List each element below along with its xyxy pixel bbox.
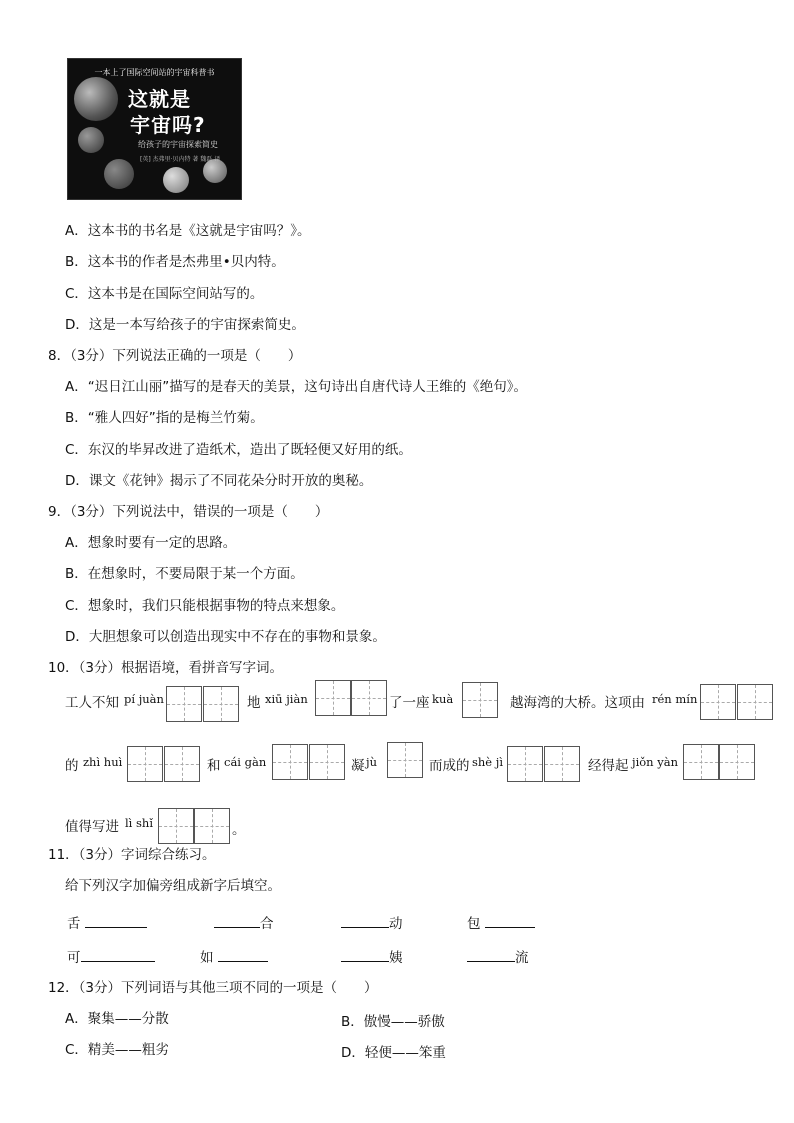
q11-item: 动 [341, 912, 403, 932]
q11-item: 合 [214, 912, 274, 932]
q10-pinyin: jiǒn yàn [632, 755, 678, 769]
q12-option-d: D．轻便——笨重 [341, 1045, 446, 1061]
book-cover-image [67, 58, 242, 200]
fill-blank[interactable] [81, 947, 155, 962]
q10-pinyin: lì shǐ [125, 816, 153, 830]
fill-blank[interactable] [85, 913, 147, 928]
q10-pinyin: shè jì [472, 755, 504, 769]
q11-item: 姨 [341, 946, 403, 966]
q10-pinyin: jù [366, 755, 377, 769]
fill-blank[interactable] [485, 913, 535, 928]
writing-box[interactable] [127, 746, 163, 782]
q7-option-c: C．这本书是在国际空间站写的。 [65, 286, 264, 302]
writing-box[interactable] [203, 686, 239, 722]
q10-pinyin: cái gàn [224, 755, 267, 769]
q12-option-c: C．精美——粗劣 [65, 1042, 169, 1058]
writing-box[interactable] [737, 684, 773, 720]
writing-box[interactable] [315, 680, 351, 716]
writing-box[interactable] [387, 742, 423, 778]
cover-subtitle: 给孩子的宇宙探索简史 [138, 140, 218, 149]
q12-stem: 12．（3分）下列词语与其他三项不同的一项是（ ） [48, 980, 378, 996]
writing-box[interactable] [719, 744, 755, 780]
cover-author: [英] 杰弗里·贝内特 著 魏磊 译 [140, 156, 221, 163]
fill-blank[interactable] [218, 947, 268, 962]
writing-box[interactable] [351, 680, 387, 716]
q10-text: 而成的 [429, 758, 470, 774]
q9-stem: 9．（3分）下列说法中，错误的一项是（ ） [48, 504, 329, 520]
q9-option-a: A．想象时要有一定的思路。 [65, 535, 237, 551]
q10-pinyin: pí juàn [124, 692, 164, 706]
q10-text: 地 [247, 695, 261, 711]
writing-box[interactable] [158, 808, 194, 844]
q10-text: 经得起 [588, 758, 629, 774]
writing-box[interactable] [507, 746, 543, 782]
fill-blank[interactable] [341, 947, 389, 962]
writing-box[interactable] [700, 684, 736, 720]
q8-option-d: D．课文《花钟》揭示了不同花朵分时开放的奥秘。 [65, 473, 373, 489]
q10-text: 了一座 [389, 695, 430, 711]
q10-pinyin: zhì huì [83, 755, 123, 769]
fill-blank[interactable] [341, 913, 389, 928]
writing-box[interactable] [544, 746, 580, 782]
writing-box[interactable] [462, 682, 498, 718]
q10-stem: 10．（3分）根据语境，看拼音写字词。 [48, 660, 284, 676]
q10-text: 凝 [351, 758, 365, 774]
q11-item: 如 [200, 946, 268, 966]
q10-text: 的 [65, 758, 79, 774]
writing-box[interactable] [272, 744, 308, 780]
cover-tagline: 一本上了国际空间站的宇宙科普书 [94, 68, 215, 77]
q11-stem: 11．（3分）字词综合练习。 [48, 847, 216, 863]
fill-blank[interactable] [467, 947, 515, 962]
q7-option-a: A．这本书的书名是《这就是宇宙吗？》。 [65, 223, 311, 239]
q8-stem: 8．（3分）下列说法正确的一项是（ ） [48, 348, 302, 364]
cover-title-line2: 宇宙吗? [130, 113, 206, 137]
q10-pinyin: xiū jiàn [265, 692, 308, 706]
q11-item: 可 [67, 946, 155, 966]
q10-text: 和 [207, 758, 221, 774]
q8-option-a: A．“迟日江山丽”描写的是春天的美景，这句诗出自唐代诗人王维的《绝句》。 [65, 379, 527, 395]
writing-box[interactable] [309, 744, 345, 780]
q7-option-b: B．这本书的作者是杰弗里•贝内特。 [65, 254, 285, 270]
q9-option-b: B．在想象时，不要局限于某一个方面。 [65, 566, 304, 582]
q8-option-c: C．东汉的毕昇改进了造纸术，造出了既轻便又好用的纸。 [65, 442, 412, 458]
q11-item: 包 [467, 912, 535, 932]
writing-box[interactable] [683, 744, 719, 780]
q10-text: 。 [232, 822, 246, 838]
q11-item: 舌 [67, 912, 147, 932]
q10-text: 值得写进 [65, 819, 119, 835]
q11-instruction: 给下列汉字加偏旁组成新字后填空。 [65, 878, 281, 894]
q11-item: 流 [467, 946, 529, 966]
q10-pinyin: kuà [432, 692, 454, 706]
writing-box[interactable] [194, 808, 230, 844]
q7-option-d: D．这是一本写给孩子的宇宙探索简史。 [65, 317, 305, 333]
q8-option-b: B．“雅人四好”指的是梅兰竹菊。 [65, 410, 264, 426]
q10-text: 工人不知 [65, 695, 119, 711]
q12-option-a: A．聚集——分散 [65, 1011, 169, 1027]
writing-box[interactable] [164, 746, 200, 782]
fill-blank[interactable] [214, 913, 260, 928]
q12-option-b: B．傲慢——骄傲 [341, 1014, 445, 1030]
q10-text: 越海湾的大桥。这项由 [510, 695, 645, 711]
cover-title-line1: 这就是 [128, 87, 191, 111]
writing-box[interactable] [166, 686, 202, 722]
q9-option-c: C．想象时，我们只能根据事物的特点来想象。 [65, 598, 345, 614]
q10-pinyin: rén mín [652, 692, 698, 706]
q9-option-d: D．大胆想象可以创造出现实中不存在的事物和景象。 [65, 629, 386, 645]
